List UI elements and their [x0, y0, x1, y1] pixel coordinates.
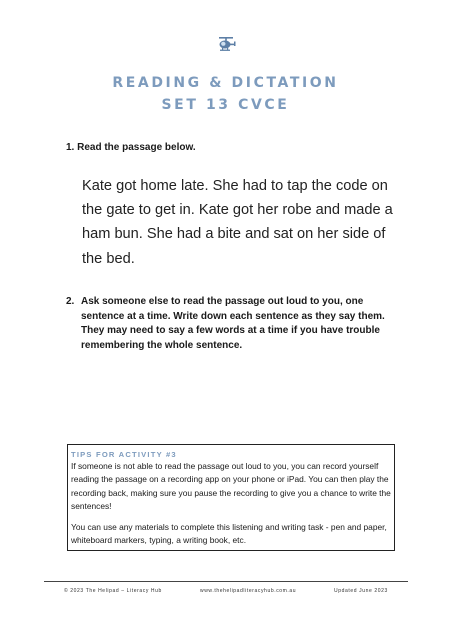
tips-paragraph-2: You can use any materials to complete this listening and writing task - pen and paper, whiteboard markers, typing, a writing book, etc. — [71, 521, 387, 546]
tips-paragraph-1: If someone is not able to read the passage out loud to you, you can record yourself reading the passage on a recording app on your phone or iPad. You can then play the recording back, making sure you pause the recording to give you a chance to write the sentences! — [71, 461, 391, 512]
footer-website-link[interactable]: www.thehelipadliteracyhub.com.au — [200, 588, 297, 594]
helicopter-icon — [216, 36, 236, 52]
step-2-number: 2. — [66, 296, 75, 307]
step-2-text: Ask someone else to read the passage out loud to you, one sentence at a time. Write down each sentence as they say them. They may need to say a few words at a time if you have trouble remembering the whole sentence. — [81, 296, 385, 351]
step-2-instruction — [66, 295, 396, 353]
footer-divider — [44, 581, 408, 582]
footer-updated-date: Updated June 2023 — [334, 588, 388, 594]
tips-box — [67, 444, 395, 551]
footer-copyright: © 2023 The Helipad – Literacy Hub — [64, 588, 162, 594]
page-subtitle: SET 13 CVCE — [161, 97, 290, 113]
reading-passage: Kate got home late. She had to tap the code on the gate to get in. Kate got her robe and made a ham bun. She had a bite and sat on her side of the bed. — [82, 178, 393, 267]
tips-heading: TIPS FOR ACTIVITY #3 — [71, 450, 177, 459]
step-1-instruction: 1. Read the passage below. — [66, 142, 196, 153]
page-title: READING & DICTATION — [112, 75, 339, 91]
